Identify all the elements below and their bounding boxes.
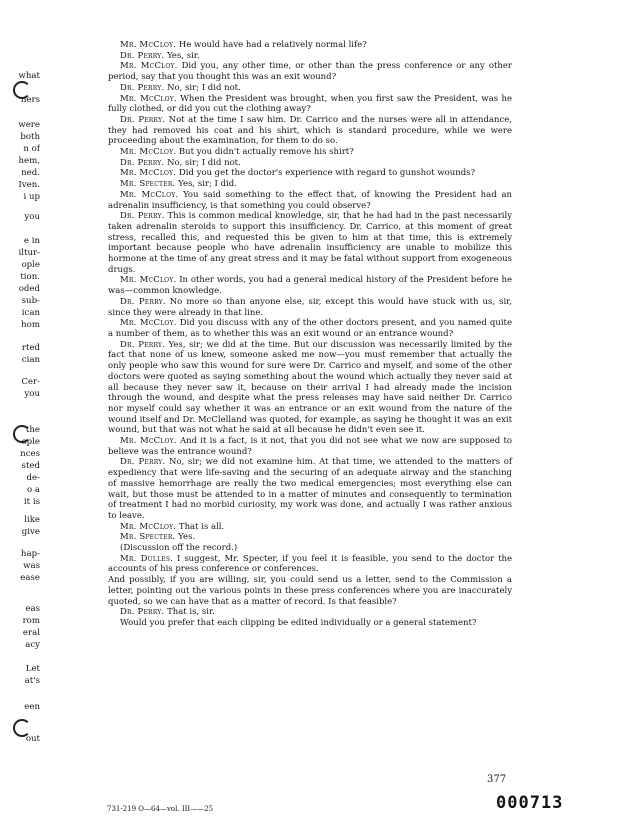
speech-text: Yes, sir.	[167, 50, 200, 61]
transcript-paragraph	[108, 297, 512, 318]
speech-text: No, sir; we did not examine him. At that time, we attended to the matters of expediency that were life-saving and the securing of an adequate airway and the stanching of massive hemorrhage are really the two medical emergencies; most everything else can wait, but those must be attended to in a matter of minutes and consequently to termination of treatment I had no morbid curiosity, my work was done, and actually I was rather anxious to leave.	[108, 457, 512, 521]
transcript-paragraph	[108, 168, 512, 179]
speech-text: Yes, sir; I did.	[178, 179, 237, 190]
margin-fragment: o a	[26, 485, 40, 495]
speaker-name: Mr. Dulles.	[120, 553, 174, 564]
speech-text: That is all.	[178, 521, 225, 532]
margin-fragment: oded	[18, 284, 40, 294]
margin-fragment: rom	[22, 616, 40, 626]
speech-text: That is, sir.	[167, 607, 215, 618]
speech-text: No, sir; I did not.	[167, 157, 241, 168]
margin-fragment: at's	[24, 676, 40, 686]
margin-fragment: nces	[20, 449, 40, 459]
transcript-paragraph	[108, 115, 512, 147]
margin-fragment: ease	[20, 573, 40, 583]
margin-fragment: rted	[21, 343, 40, 353]
margin-fragment: hom	[21, 320, 40, 330]
margin-fragment: e in	[23, 236, 40, 246]
margin-fragment: acy	[25, 640, 40, 650]
margin-fragment: n of	[23, 144, 40, 154]
speech-text: Would you prefer that each clipping be edited individually or a general statement?	[120, 617, 477, 628]
transcript-paragraph	[108, 457, 512, 521]
speaker-name: Dr. Perry.	[120, 457, 166, 468]
speech-text: Did you get the doctor's experience with regard to gunshot wounds?	[178, 168, 476, 179]
speaker-name: Dr. Perry.	[120, 211, 165, 222]
speaker-name: Dr. Perry.	[120, 157, 165, 168]
margin-fragment: out	[25, 734, 40, 744]
margin-fragment: eas	[25, 604, 40, 614]
speaker-name: Mr. Specter.	[120, 532, 176, 543]
speech-text: This is common medical knowledge, sir, that he had had in the past necessarily taken adrenalin steroids to support this insufficiency. Dr. Carrico, at this moment of great stress, recalled this, and requested this be given to him at that time, this is extremely important because people who have adrenalin insufficiency are unable to mobilize this hormone at the time of any great stress and it may be fatal without support from exogeneous drugs.	[108, 211, 512, 275]
transcript-paragraph	[108, 147, 512, 158]
page-number: 377	[487, 774, 507, 785]
transcript-paragraph	[108, 618, 512, 629]
transcript-paragraph	[108, 211, 512, 275]
transcript-paragraph	[108, 275, 512, 296]
margin-fragment: ned.	[21, 168, 40, 178]
speech-text: Yes, sir; we did at the time. But our discussion was necessarily limited by the fact that none of us knew, someone asked me now—you must remember that actually the only people who saw this wound for sure were Dr. Carrico and myself, and some of the other doctors were quoted as saying something about the wound which actually they never said at all because they never saw it, because on their arrival I had already made the incision through the wound, and despite what the press releases may have said neither Dr. Carrico nor myself could say whether it was an entrance or an exit wound from the nature of the wound itself and Dr. McClelland was quoted, for example, as saying he thought it was an exit wound, but that was not what he said at all because he didn't even see it.	[108, 339, 513, 436]
speech-text: You said something to the effect that, of knowing the President had an adrenalin insufficiency, is that something you could observe?	[108, 189, 512, 211]
left-margin-bleed-through	[0, 0, 40, 824]
margin-fragment: Let	[25, 664, 40, 674]
speaker-name: Mr. Specter.	[120, 179, 176, 190]
margin-fragment: were	[18, 120, 40, 130]
margin-fragment: it is	[23, 497, 40, 507]
speech-text: He would have had a relatively normal life?	[178, 40, 367, 50]
transcript-paragraph	[108, 436, 512, 457]
speech-text: Yes.	[178, 532, 196, 543]
speaker-name: Dr. Perry.	[120, 296, 166, 307]
speech-text: Not at the time I saw him. Dr. Carrico and the nurses were all in attendance, they had removed his coat and his shirt, which is standard procedure, while we were proceeding about the examination, for them to do so.	[108, 114, 513, 147]
margin-fragment: what	[18, 71, 40, 81]
speech-text: (Discussion off the record.)	[120, 543, 238, 554]
transcript-paragraph	[108, 318, 512, 339]
transcript-paragraph	[108, 94, 512, 115]
print-code: 731-219 O—64—vol. III——25	[107, 805, 214, 813]
margin-fragment: i up	[23, 192, 40, 202]
speech-text: Did you, any other time, or other than the press conference or any other period, say that you thought this was an exit wound?	[108, 61, 512, 83]
margin-fragment: een	[24, 702, 40, 712]
speech-text: When the President was brought, when you first saw the President, was he fully clothed, or did you cut the clothing away?	[108, 93, 512, 115]
transcript-paragraph	[108, 83, 512, 94]
speaker-name: Mr. McCloy.	[120, 168, 177, 179]
margin-fragment: de-	[26, 473, 40, 483]
speech-text: No, sir; I did not.	[167, 82, 241, 93]
transcript-paragraph	[108, 340, 512, 436]
transcript-paragraph	[108, 51, 512, 62]
speaker-name: Mr. McCloy.	[120, 318, 177, 329]
speaker-name: Mr. McCloy.	[120, 147, 177, 158]
margin-fragment: give	[21, 527, 40, 537]
transcript-paragraph	[108, 158, 512, 169]
transcript-paragraph	[108, 190, 512, 211]
margin-fragment: ican	[21, 308, 40, 318]
margin-fragment: cian	[21, 355, 40, 365]
margin-fragment: ners	[20, 95, 40, 105]
transcript-body	[108, 40, 512, 629]
speaker-name: Dr. Perry.	[120, 50, 165, 61]
margin-fragment: both	[20, 132, 40, 142]
speech-text: I suggest, Mr. Specter, if you feel it is feasible, you send to the doctor the accounts of his press conference or conferences.	[108, 553, 513, 575]
margin-fragment: like	[24, 515, 40, 525]
transcript-paragraph	[108, 522, 512, 533]
margin-fragment: was	[23, 561, 40, 571]
margin-fragment: hem,	[18, 156, 40, 166]
transcript-paragraph	[108, 554, 512, 575]
speech-text: Did you discuss with any of the other doctors present, and you named quite a number of them, as to whether this was an exit wound or an entrance wound?	[108, 318, 512, 339]
transcript-paragraph	[108, 179, 512, 190]
speech-text: No more so than anyone else, sir, except this would have stuck with us, sir, since they were already in that line.	[108, 296, 512, 318]
speaker-name: Dr. Perry.	[120, 607, 165, 618]
transcript-paragraph	[108, 543, 512, 554]
margin-fragment: ople	[21, 437, 40, 447]
speech-text: And possibly, if you are willing, sir, you could send us a letter, send to the Commission a letter, pointing out the various points in these press conferences where you are inaccurately quoted, so we can have that as a matter of record. Is that feasible?	[108, 575, 512, 607]
transcript-paragraph	[108, 40, 512, 51]
margin-fragment: iltur-	[18, 248, 40, 258]
speaker-name: Mr. McCloy.	[120, 40, 177, 50]
transcript-paragraph	[108, 61, 512, 82]
speech-text: In other words, you had a general medical history of the President before he was—common knowledge.	[108, 275, 512, 297]
speaker-name: Dr. Perry.	[120, 82, 165, 93]
speaker-name: Dr. Perry.	[120, 339, 166, 350]
speaker-name: Dr. Perry.	[120, 114, 166, 125]
margin-fragment: the	[25, 425, 40, 435]
speaker-name: Mr. McCloy.	[120, 521, 177, 532]
margin-fragment: tion.	[20, 272, 40, 282]
margin-fragment: eral	[22, 628, 40, 638]
transcript-paragraph	[108, 607, 512, 618]
margin-fragment: you	[24, 212, 40, 222]
speaker-name: Mr. McCloy.	[120, 61, 178, 72]
speaker-name: Mr. McCloy.	[120, 436, 177, 447]
speaker-name: Mr. McCloy.	[120, 189, 179, 200]
margin-fragment: Cer-	[21, 377, 40, 387]
margin-fragment: sub-	[21, 296, 40, 306]
speaker-name: Mr. McCloy.	[120, 275, 177, 286]
speech-text: And it is a fact, is it not, that you did not see what we now are supposed to believe was the entrance wound?	[108, 436, 512, 457]
speech-text: But you didn't actually remove his shirt?	[178, 147, 354, 158]
margin-fragment: ople	[21, 260, 40, 270]
transcript-paragraph	[108, 575, 512, 607]
transcript-paragraph	[108, 532, 512, 543]
margin-fragment: sted	[21, 461, 40, 471]
speaker-name: Mr. McCloy.	[120, 93, 177, 104]
margin-fragment: Iven.	[18, 180, 40, 190]
margin-fragment: you	[24, 389, 40, 399]
margin-fragment: hap-	[20, 549, 40, 559]
document-number-stamp: 000713	[496, 793, 564, 813]
